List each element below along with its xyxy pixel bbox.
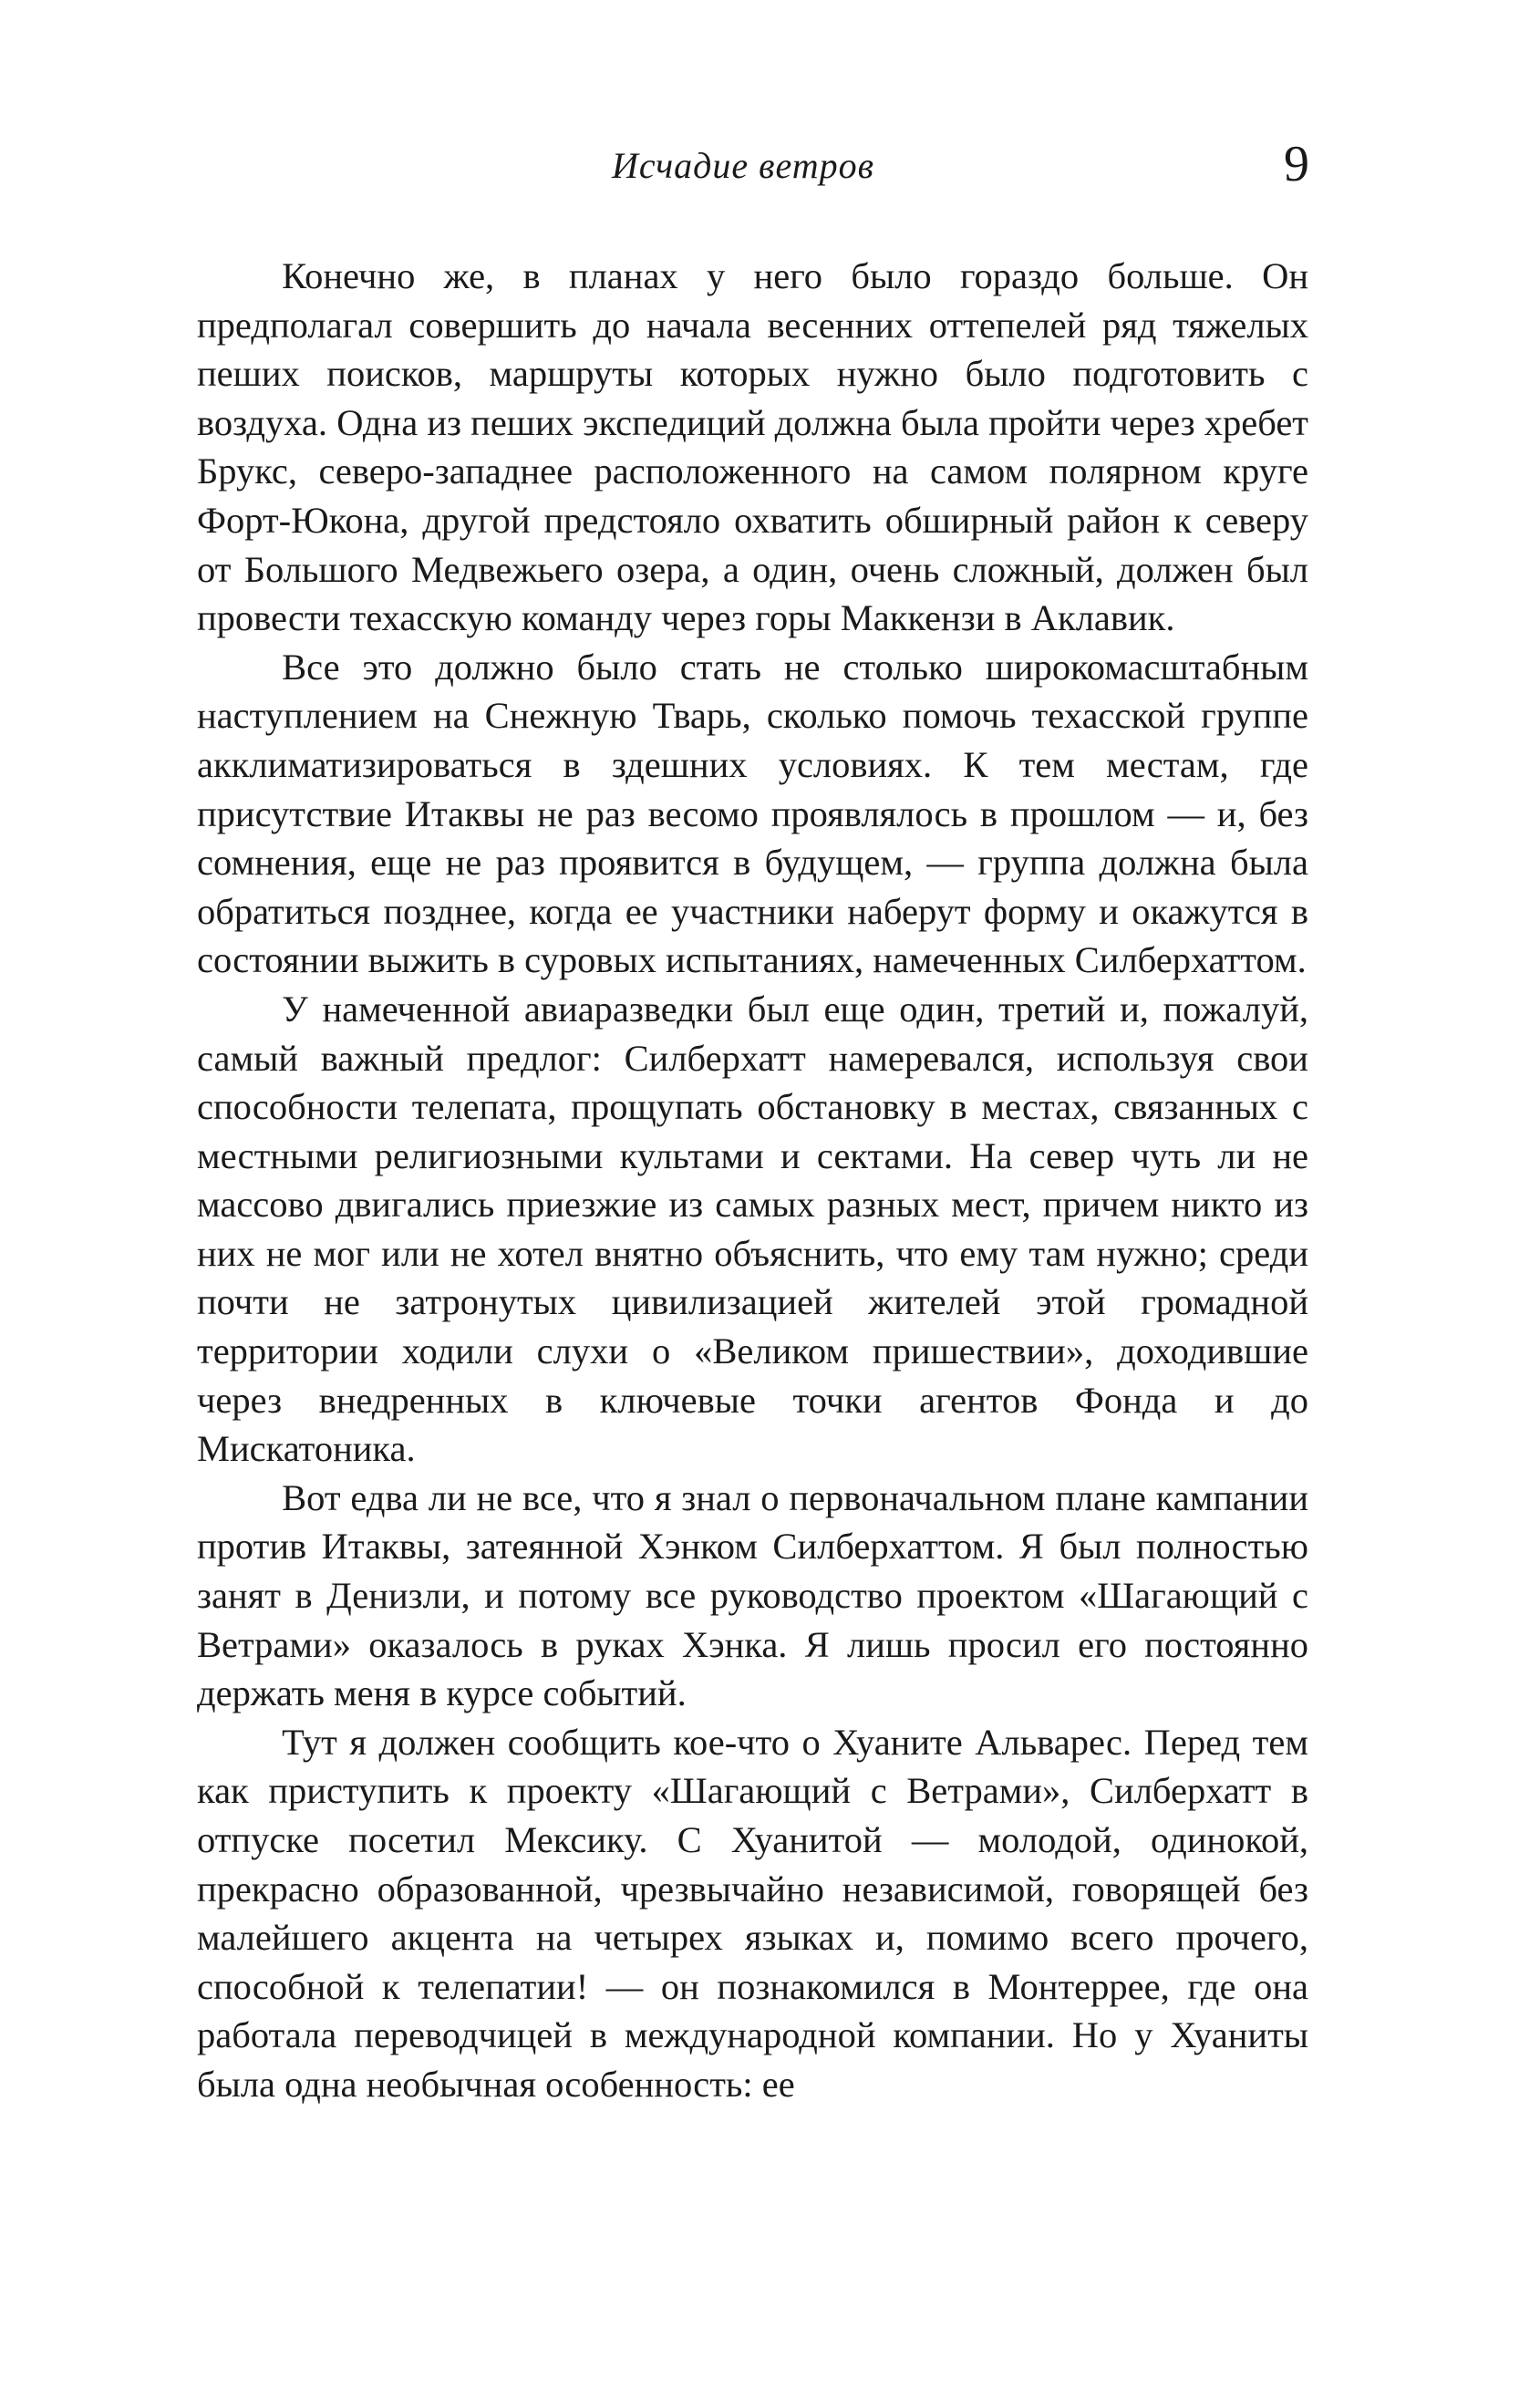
paragraph-2: Все это должно было стать не столько широкомасштабным наступлением на Снежную Тварь, сколько помочь техасской группе акклиматизироваться в здешних условиях. К тем местам, где присутствие Итаквы не раз весомо проявлялось в прошлом — и, без сомнения, еще не раз проявится в будущем, — группа должна была обратиться позднее, когда ее участники наберут форму и окажутся в состоянии выжить в суровых испытаниях, намеченных Силберхаттом. — [197, 646, 1308, 981]
paragraph-5: Тут я должен сообщить кое-что о Хуаните Альварес. Перед тем как приступить к проекту «Шагающий с Ветрами», Силберхатт в отпуске посетил Мексику. С Хуанитой — молодой, одинокой, прекрасно образованной, чрезвычайно независимой, говорящей без малейшего акцента на четырех языках и, помимо всего прочего, способной к телепатии! — он познакомился в Монтеррее, где она работала переводчицей в международной компании. Но у Хуаниты была одна необычная особенность: ее — [197, 1721, 1308, 2105]
page-number: 9 — [1284, 136, 1309, 192]
paragraph-1: Конечно же, в планах у него было гораздо больше. Он предполагал совершить до начала весенних оттепелей ряд тяжелых пеших поисков, маршруты которых нужно было подготовить с воздуха. Одна из пеших экспедиций должна была пройти через хребет Брукс, северо-западнее расположенного на самом полярном круге Форт-Юкона, другой предстояло охватить обширный район к северу от Большого Медвежьего озера, а один, очень сложный, должен был провести техасскую команду через горы Маккензи в Аклавик. — [197, 255, 1308, 639]
paragraph-4: Вот едва ли не все, что я знал о первоначальном плане кампании против Итаквы, затеянной Хэнком Силберхаттом. Я был полностью занят в Денизли, и потому все руководство проектом «Шагающий с Ветрами» оказалось в руках Хэнка. Я лишь просил его постоянно держать меня в курсе событий. — [197, 1476, 1308, 1714]
running-title: Исчадие ветров — [611, 145, 875, 186]
body-text — [197, 252, 1308, 2109]
paragraph-3: У намеченной авиаразведки был еще один, третий и, пожалуй, самый важный предлог: Силберхатт намеревался, используя свои способности телепата, прощупать обстановку в местах, связанных с местными религиозными культами и сектами. На север чуть ли не массово двигались приезжие из самых разных мест, причем никто из них не мог или не хотел внятно объяснить, что ему там нужно; среди почти не затронутых цивилизацией жителей этой громадной территории ходили слухи о «Великом пришествии», доходившие через внедренных в ключевые точки агентов Фонда и до Мискатоника. — [197, 988, 1308, 1470]
